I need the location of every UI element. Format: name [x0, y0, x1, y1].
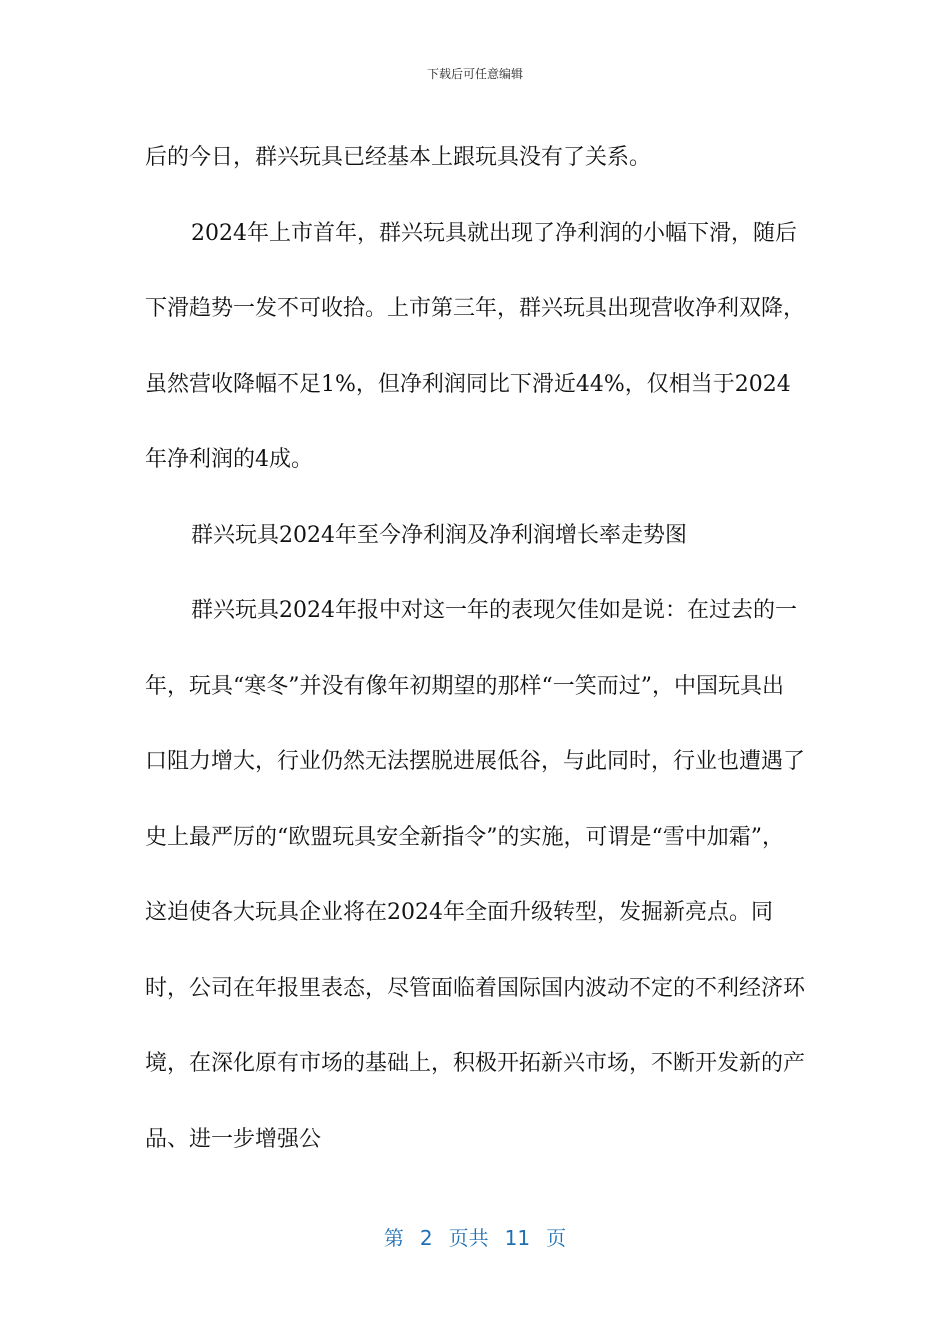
footer-suffix: 页: [546, 1226, 567, 1250]
page-footer: [0, 1225, 950, 1251]
footer-total-pages: 11: [504, 1226, 531, 1250]
footer-middle: 页共: [448, 1226, 489, 1250]
footer-prefix: 第: [383, 1226, 404, 1250]
paragraph-annual-report: 群兴玩具2024年报中对这一年的表现欠佳如是说：在过去的一年，玩具“寒冬”并没有像年初期望的那样“一笑而过”，中国玩具出口阻力增大，行业仍然无法摆脱进展低谷，与此同时，行业也遭遇了史上最严厉的“欧盟玩具安全新指令”的实施，可谓是“雪中加霜”，这迫使各大玩具企业将在2024年全面升级转型，发掘新亮点。同时，公司在年报里表态，尽管面临着国际国内波动不定的不利经济环境，在深化原有市场的基础上，积极开拓新兴市场，不断开发新的产品、进一步增强公: [145, 598, 806, 1152]
document-body: [145, 120, 805, 1177]
paragraph-continuation: 后的今日，群兴玩具已经基本上跟玩具没有了关系。: [145, 145, 652, 170]
footer-current-page: 2: [419, 1226, 433, 1250]
paragraph-profit-decline: 2024年上市首年，群兴玩具就出现了净利润的小幅下滑，随后下滑趋势一发不可收拾。上市第三年，群兴玩具出现营收净利双降，虽然营收降幅不足1%，但净利润同比下滑近44%，仅相当于2024年净利润的4成。: [145, 220, 806, 472]
page-header-note: 下载后可任意编辑: [426, 67, 523, 81]
paragraph-chart-caption: 群兴玩具2024年至今净利润及净利润增长率走势图: [191, 522, 687, 548]
